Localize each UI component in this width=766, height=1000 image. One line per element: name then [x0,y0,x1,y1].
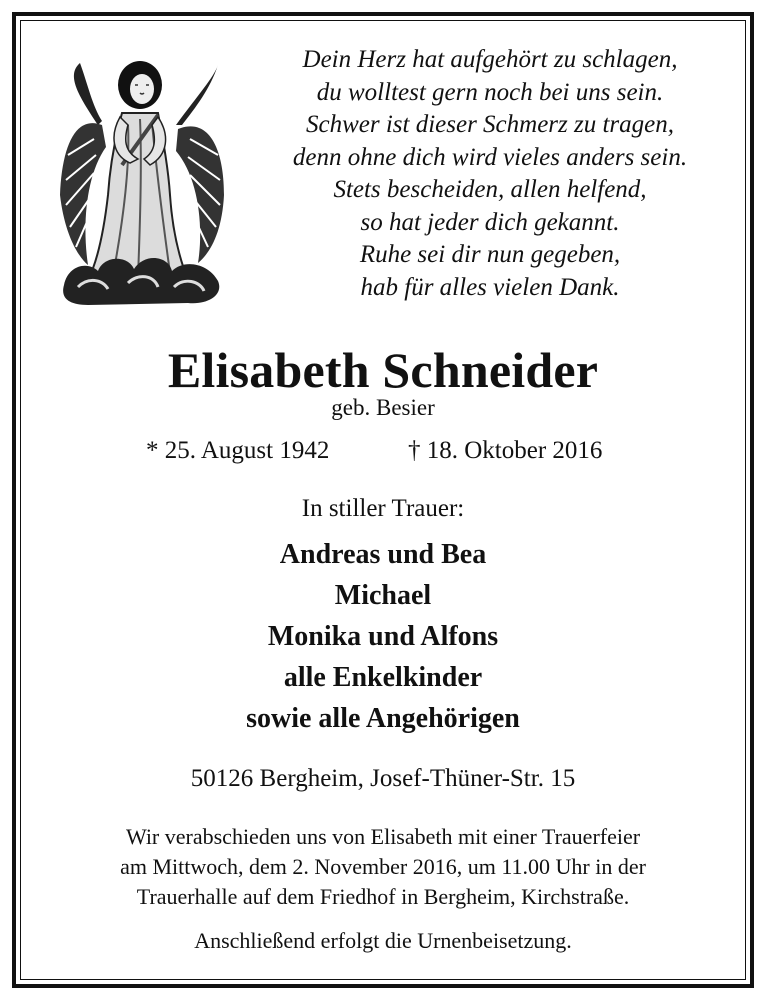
poem-line: du wolltest gern noch bei uns sein. [316,78,664,106]
birth-date: * 25. August 1942 [146,437,330,464]
ceremony-line: am Mittwoch, dem 2. November 2016, um 11.00 Uhr in der [120,854,646,879]
ceremony-line: Trauerhalle auf dem Friedhof in Bergheim, Kirchstraße. [136,884,630,909]
urn-burial-note: Anschließend erfolgt die Urnenbeisetzung. [194,928,572,953]
mourner-name: sowie alle Angehörigen [246,703,520,734]
mourner-name: alle Enkelkinder [283,662,483,693]
angel-illustration-icon [58,55,226,307]
death-date: † 18. Oktober 2016 [408,437,603,464]
mourner-name: Monika und Alfons [267,621,499,652]
mourner-name: Michael [334,580,432,611]
maiden-name: geb. Besier [331,395,435,420]
ceremony-info [0,822,766,912]
ceremony-line: Wir verabschieden uns von Elisabeth mit einer Trauerfeier [125,824,641,849]
poem-line: Dein Herz hat aufgehört zu schlagen, [302,46,678,73]
mourners-list [0,534,766,739]
mourner-name: Andreas und Bea [279,539,487,570]
poem [240,44,740,304]
poem-line: Stets bescheiden, allen helfend, [333,176,647,203]
poem-line: hab für alles vielen Dank. [360,273,620,301]
poem-line: denn ohne dich wird vieles anders sein. [292,143,688,171]
mourning-heading: In stiller Trauer: [301,495,465,522]
deceased-name: Elisabeth Schneider [167,342,599,398]
poem-line: Ruhe sei dir nun gegeben, [359,241,621,268]
address: 50126 Bergheim, Josef-Thüner-Str. 15 [190,765,576,792]
poem-line: Schwer ist dieser Schmerz zu tragen, [305,111,675,138]
poem-line: so hat jeder dich gekannt. [360,208,620,236]
